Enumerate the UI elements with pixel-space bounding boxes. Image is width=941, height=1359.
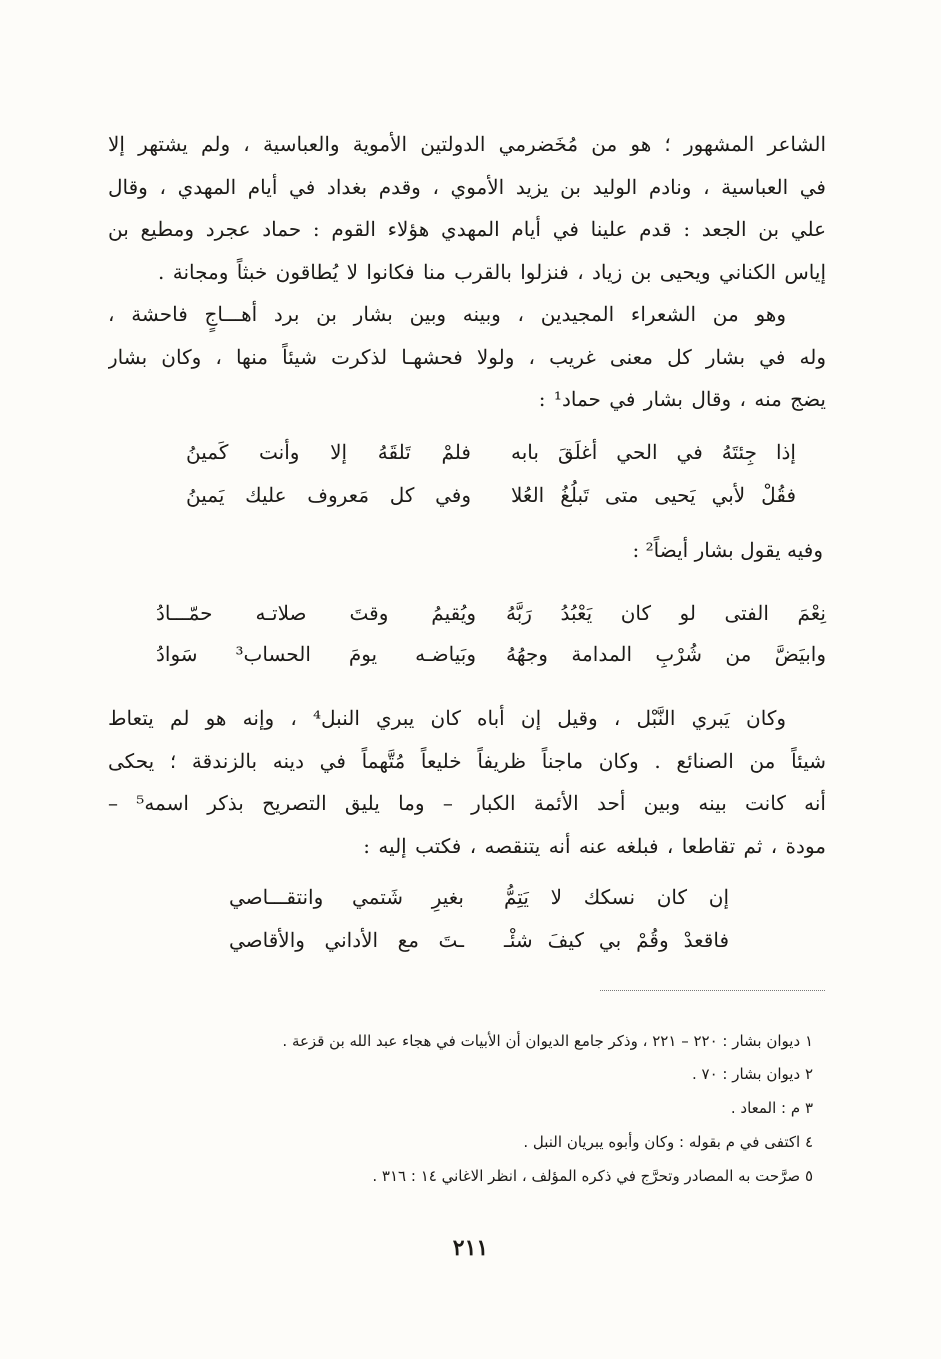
hemistich-second: بغيرِ شَتمي وانتقـــاصي (229, 885, 464, 909)
poem-2-verse-1 (156, 593, 826, 633)
text-line: شيئاً من الصنائع . وكان ماجناً ظريفاً خليعاً مُتَّهماً في دينه بالزندقة ؛ يحكى (108, 748, 826, 773)
text-line: إياس الكناني ويحيى بن زياد ، فنزلوا بالقرب منا فكانوا لا يُطاقون خبثاً ومجانة . (158, 259, 826, 284)
poem-3-verse-2 (229, 920, 729, 960)
paragraph-1 (108, 123, 826, 293)
poem-2-verse-2 (156, 634, 826, 674)
text-line: في العباسية ، ونادم الوليد بن يزيد الأموي ، وقدم بغداد في أيام المهدي ، وقال (108, 174, 826, 199)
footnote-separator (600, 990, 825, 991)
text-line: وله في بشار كل معنى غريب ، ولولا فحشهـا لذكرت شيئاً منها ، وكان بشار (108, 344, 826, 369)
text-line: وكان يَبري النَّبْل ، وقيل إن أباه كان يبري النبل⁴ ، وإنه هو لم يتعاط (108, 706, 787, 730)
text-line: أنه كانت بينه وبين أحد الأئمة الكبار – وما يليق التصريح بذكر اسمه⁵ – (108, 791, 826, 815)
hemistich-second: وفي كل مَعروف عليك يَمينُ (186, 483, 471, 507)
poem-3-verse-1 (229, 877, 729, 917)
page-number: ٢١١ (452, 1235, 489, 1261)
poem-2-intro: وفيه يقول بشار أيضاً² : (632, 538, 823, 562)
hemistich-first: وابيَضَّ من شُرْبِ المدامة وجهُهُ (506, 642, 826, 666)
hemistich-second: وبَياضـه يومَ الحساب³ سَوادُ (156, 642, 476, 666)
footnote-5: ٥ صرَّحت به المصادر وتحرَّج في ذكره المؤلف ، انظر الاغاني ١٤ : ٣١٦ . (372, 1167, 813, 1185)
poem-1-verse-1 (186, 432, 796, 472)
hemistich-second: فلمْ تَلقَهُ إلا وأنت كَمينُ (186, 440, 471, 464)
footnote-4: ٤ اكتفى في م بقوله : وكان وأبوه يبريان النبل . (523, 1133, 813, 1151)
text-line: مودة ، ثم تقاطعا ، فبلغه عنه أنه يتنقصه ، فكتب إليه : (363, 833, 826, 858)
hemistich-second: ـتَ مع الأداني والأقاصي (229, 928, 464, 952)
poem-1-verse-2 (186, 475, 796, 515)
hemistich-first: إذا جِئتَهُ في الحي أغلَقَ بابه (511, 440, 796, 464)
text-line: يضج منه ، وقال بشار في حماد¹ : (538, 387, 826, 411)
hemistich-first: نِعْمَ الفتى لو كان يَعْبُدُ رَبَّهُ (506, 601, 826, 625)
paragraph-2 (108, 293, 826, 421)
footnote-3: ٣ م : المعاد . (730, 1099, 813, 1117)
text-line: وهو من الشعراء المجيدين ، وبينه وبين بشار بن برد أهـــاجٍ فاحشة ، (108, 302, 786, 326)
hemistich-first: إن كان نسكك لا يَتِمُّ (504, 885, 729, 909)
hemistich-first: فاقعدْ وقُمْ بي كيفَ شئْـ (504, 928, 729, 952)
hemistich-first: فقُلْ لأبي يَحيى متى تَبلُغُ العُلا (511, 483, 796, 507)
hemistich-second: ويُقيمُ وقتَ صلاتـه حمّـــادُ (156, 601, 476, 625)
paragraph-3 (108, 697, 826, 867)
text-line: علي بن الجعد : قدم علينا في أيام المهدي هؤلاء القوم : حماد عجرد ومطيع بن (108, 217, 826, 241)
footnote-2: ٢ ديوان بشار : ٧٠ . (691, 1065, 813, 1083)
footnote-1: ١ ديوان بشار : ٢٢٠ – ٢٢١ ، وذكر جامع الديوان أن الأبيات في هجاء عبد الله بن قزعة . (282, 1032, 813, 1050)
text-line: الشاعر المشهور ؛ هو من مُخَضرمي الدولتين الأموية والعباسية ، ولم يشتهر إلا (108, 132, 826, 156)
